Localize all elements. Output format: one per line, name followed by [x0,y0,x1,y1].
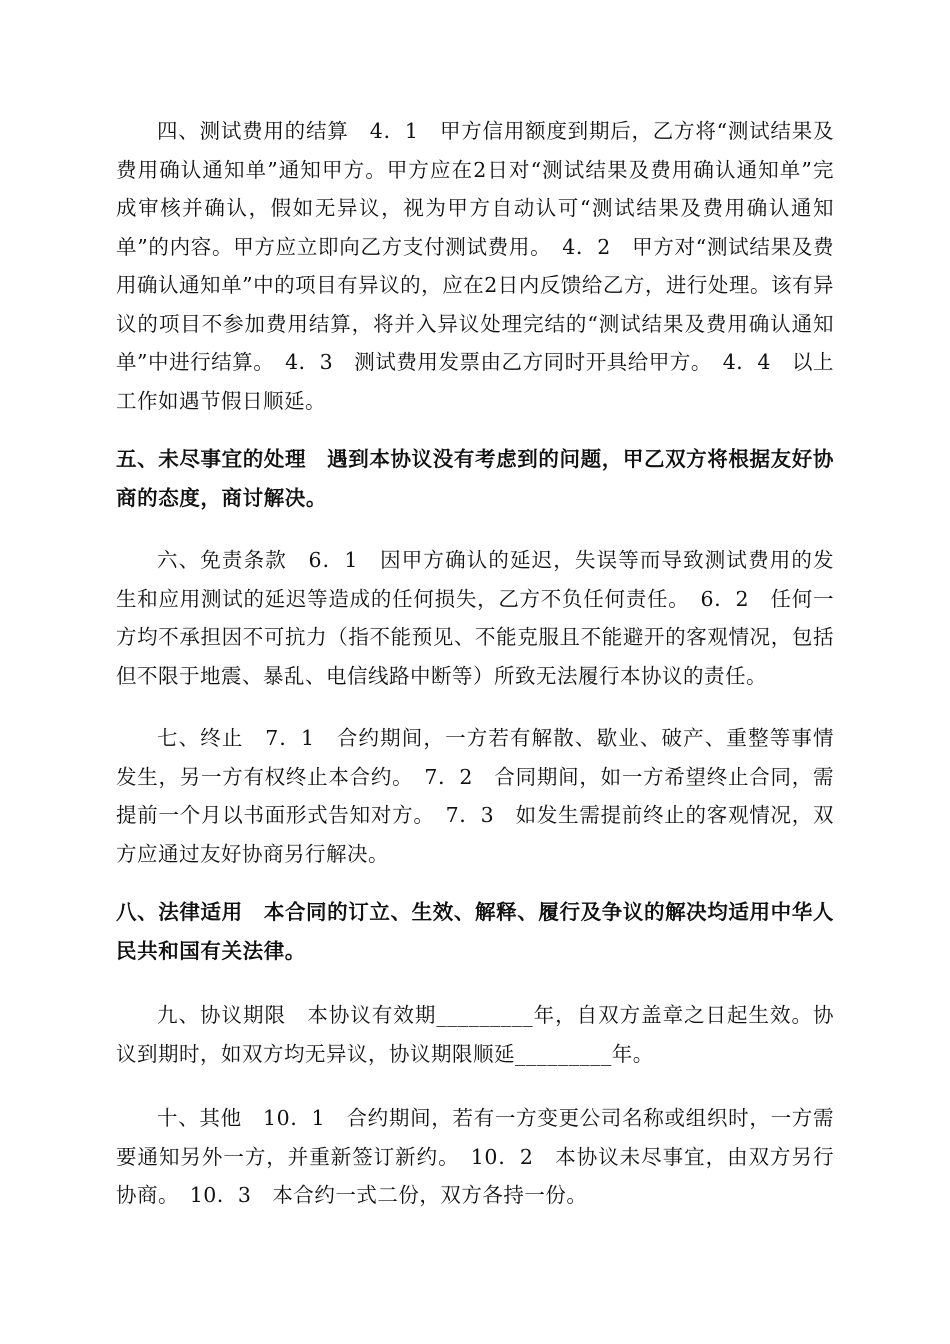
section-settlement: 四、测试费用的结算 4．1 甲方信用额度到期后，乙方将“测试结果及费用确认通知单”通知甲方。甲方应在2日对“测试结果及费用确认通知单”完成审核并确认，假如无异议，视为甲方自动认可“测试结果及费用确认通知单”的内容。甲方应立即向乙方支付测试费用。 4．2 甲方对“测试结果及费用确认通知单”中的项目有异议的，应在2日内反馈给乙方，进行处理。该有异议的项目不参加费用结算，将并入异议处理完结的“测试结果及费用确认通知单”中进行结算。 4．3 测试费用发票由乙方同时开具给甲方。 4．4 以上工作如遇节假日顺延。 [116,119,834,413]
section-disclaimer: 六、免责条款 6．1 因甲方确认的延迟，失误等而导致测试费用的发生和应用测试的延迟等造成的任何损失，乙方不负任何责任。 6．2 任何一方均不承担因不可抗力（指不能预见、不能克服且不能避开的客观情况，包括但不限于地震、暴乱、电信线路中断等）所致无法履行本协议的责任。 [116,548,834,688]
document-page [116,112,834,1215]
section-agreement-term: 九、协议期限 本协议有效期_________年，自双方盖章之日起生效。协议到期时，如双方均无异议，协议期限顺延_________年。 [116,1003,834,1066]
section-other: 十、其他 10．1 合约期间，若有一方变更公司名称或组织时，一方需要通知另外一方，并重新签订新约。 10．2 本协议未尽事宜，由双方另行协商。 10．3 本合约一式二份，双方各持一份。 [116,1106,834,1207]
section-termination: 七、终止 7．1 合约期间，一方若有解散、歇业、破产、重整等事情发生，另一方有权终止本合约。 7．2 合同期间，如一方希望终止合同，需提前一个月以书面形式告知对方。 7．3 如发生需提前终止的客观情况，双方应通过友好协商另行解决。 [116,726,834,866]
section-governing-law: 八、法律适用 本合同的订立、生效、解释、履行及争议的解决均适用中华人民共和国有关法律。 [116,900,834,963]
section-unresolved-matters: 五、未尽事宜的处理 遇到本协议没有考虑到的问题，甲乙双方将根据友好协商的态度，商讨解决。 [116,447,834,510]
